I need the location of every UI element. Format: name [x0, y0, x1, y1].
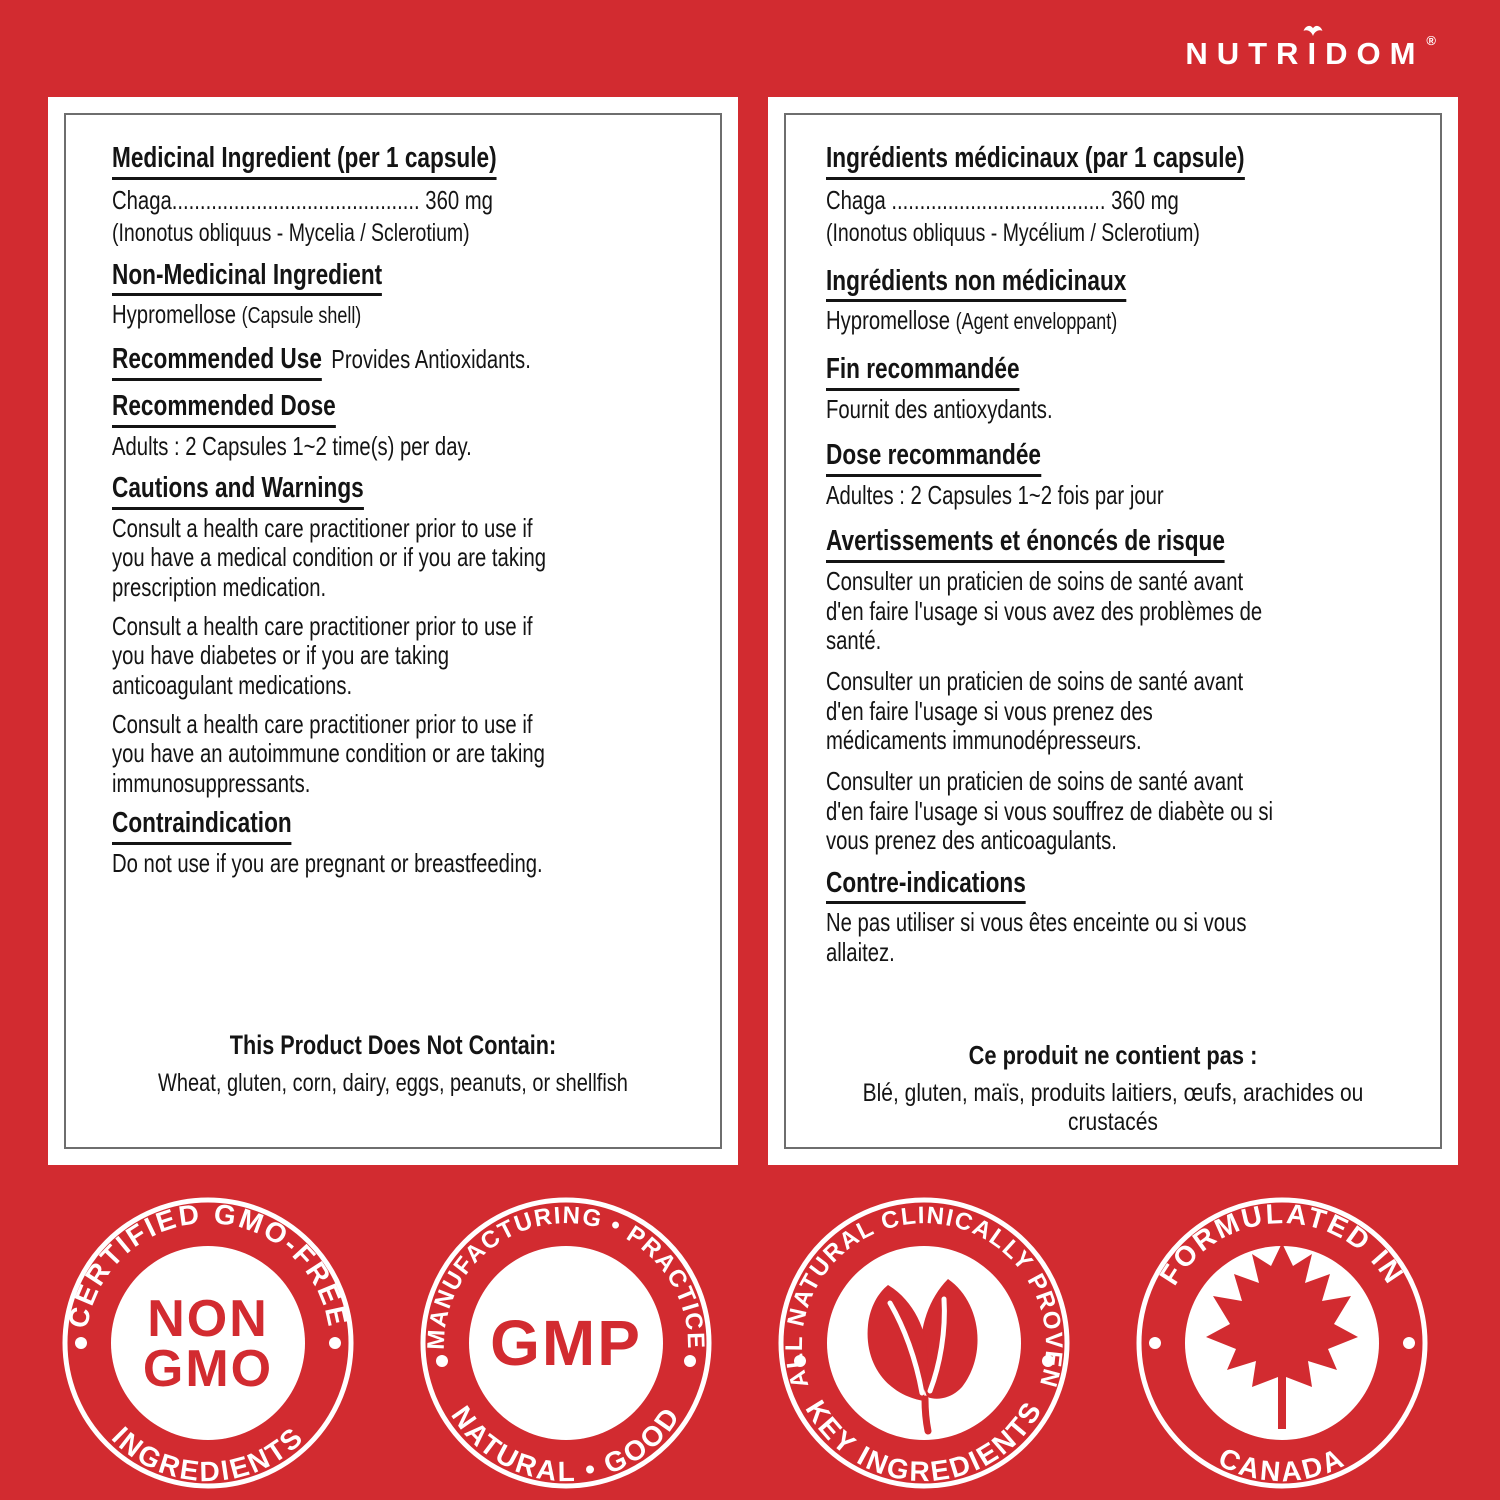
logo-letter-i: I: [1307, 36, 1325, 72]
panel-french: [768, 97, 1458, 1165]
logo-text-right: DOM: [1325, 36, 1425, 71]
badge-arc-top-text: ALL NATURAL CLINICALLY PROVEN: [780, 1201, 1068, 1392]
avertissement-paragraph-1: Consulter un praticien de soins de santé avant d'en faire l'usage si vous avez des problèmes de santé.: [826, 566, 1263, 655]
latin-name-line-fr: (Inonotus obliquus - Mycélium / Sclerotium): [826, 219, 1200, 248]
badge-dot-left: [1149, 1337, 1161, 1349]
ne-contient-pas-block: [848, 1040, 1377, 1137]
panel-english-content: [112, 143, 561, 886]
brand-logo: [1185, 33, 1436, 72]
cautions-heading-row: [112, 473, 561, 510]
avertissement-paragraph-3: Consulter un praticien de soins de santé avant d'en faire l'usage si vous souffrez de diabète ou si vous prenez des anticoagulants.: [826, 766, 1274, 856]
caution-paragraph-3: Consult a health care practitioner prior to use if you have an autoimmune condition or are taking immunosuppressants.: [112, 709, 545, 798]
contraindication-text: Do not use if you are pregnant or breastfeeding.: [112, 848, 543, 879]
contre-indications-text: Ne pas utiliser si vous êtes enceinte ou si vous allaitez.: [826, 907, 1247, 967]
medicinal-heading-row-fr: [826, 143, 1275, 180]
badge-dot-right: [684, 1355, 696, 1367]
agent-enveloppant-note: (Agent enveloppant): [955, 308, 1118, 335]
recommended-use-row: [112, 344, 561, 381]
avertissements-heading-row: [826, 526, 1275, 563]
non-medicinal-ingredient-heading: Non-Medicinal Ingredient: [112, 260, 382, 297]
badge-arc-bottom-text: KEY INGREDIENTS: [799, 1394, 1049, 1488]
chaga-amount-line-fr: Chaga ...................................... 360 mg: [826, 184, 1179, 215]
badge-formulated-in-canada: [1132, 1193, 1432, 1493]
panel-french-content: [826, 143, 1275, 975]
latin-name-line: (Inonotus obliquus - Mycelia / Sclerotium): [112, 219, 470, 248]
badge-arc-top-text: CERTIFIED GMO-FREE: [62, 1197, 354, 1331]
capsule-shell-note: (Capsule shell): [241, 302, 362, 329]
badge-center-text-line1: NON: [147, 1290, 269, 1348]
badge-non-gmo: [58, 1193, 358, 1493]
ne-contient-pas-heading: Ce produit ne contient pas :: [968, 1040, 1258, 1070]
registered-mark: ®: [1426, 33, 1436, 48]
fin-recommandee-heading: Fin recommandée: [826, 354, 1020, 391]
recommended-dose-text: Adults : 2 Capsules 1~2 time(s) per day.: [112, 430, 472, 461]
badge-dot-right: [1403, 1337, 1415, 1349]
badge-arc-top-text: MANUFACTURING • PRACTICE: [422, 1201, 710, 1351]
hypromellose-text: Hypromellose: [112, 299, 236, 330]
does-not-contain-block: [141, 1030, 645, 1098]
dose-recommandee-heading: Dose recommandée: [826, 440, 1041, 477]
caution-paragraph-1: Consult a health care practitioner prior to use if you have a medical condition or if you are taking prescription medication.: [112, 512, 547, 602]
certification-badges-row: [58, 1193, 1432, 1493]
badge-arc-bottom-text: NATURAL • GOOD: [445, 1400, 687, 1488]
does-not-contain-heading: This Product Does Not Contain:: [229, 1030, 557, 1060]
contraindication-heading-row: [112, 808, 561, 845]
sprout-icon: [1302, 24, 1324, 36]
contre-indications-heading: Contre-indications: [826, 868, 1026, 905]
nonmedicinal-heading-row: [112, 260, 561, 297]
medicinal-heading-row: [112, 143, 561, 180]
dose-recommandee-text: Adultes : 2 Capsules 1~2 fois par jour: [826, 479, 1164, 510]
dose-recommandee-heading-row: [826, 440, 1275, 477]
avertissements-heading: Avertissements et énoncés de risque: [826, 526, 1225, 563]
hypromellose-text-fr: Hypromellose: [826, 305, 950, 336]
ingredients-medicinaux-heading: Ingrédients médicinaux (par 1 capsule): [826, 143, 1245, 180]
hypromellose-line: [112, 300, 561, 329]
fin-recommandee-heading-row: [826, 354, 1275, 391]
medicinal-ingredient-heading: Medicinal Ingredient (per 1 capsule): [112, 143, 497, 180]
recommended-use-text: Provides Antioxidants.: [331, 343, 531, 374]
caution-paragraph-2: Consult a health care practitioner prior to use if you have diabetes or if you are taking anticoagulant medications.: [112, 610, 533, 700]
ingredients-non-medicinaux-heading: Ingrédients non médicinaux: [826, 266, 1126, 303]
contre-indications-heading-row: [826, 868, 1275, 905]
does-not-contain-list: Wheat, gluten, corn, dairy, eggs, peanuts, or shellfish: [158, 1069, 628, 1097]
badge-dot-left: [75, 1337, 87, 1349]
ne-contient-pas-list: Blé, gluten, maïs, produits laitiers, œufs, arachides ou crustacés: [862, 1079, 1364, 1136]
badge-center-text-line2: GMO: [142, 1340, 274, 1398]
logo-text-left: NUTR: [1185, 36, 1308, 71]
hypromellose-line-fr: [826, 306, 1275, 335]
badge-dot-left: [436, 1355, 448, 1367]
recommended-dose-heading-row: [112, 391, 561, 428]
cautions-warnings-heading: Cautions and Warnings: [112, 473, 364, 510]
badge-center-text: GMP: [490, 1307, 642, 1379]
panel-english: [48, 97, 738, 1165]
badge-clinically-proven: [774, 1193, 1074, 1493]
chaga-amount-line: Chaga............................................ 360 mg: [112, 184, 493, 215]
badge-gmp: [416, 1193, 716, 1493]
recommended-dose-heading: Recommended Dose: [112, 391, 336, 428]
badge-arc-top-text: FORMULATED IN: [1153, 1197, 1411, 1291]
nonmedicinal-heading-row-fr: [826, 266, 1275, 303]
contraindication-heading: Contraindication: [112, 808, 292, 845]
badge-dot-right: [329, 1337, 341, 1349]
badge-arc-bottom-text: INGREDIENTS: [106, 1420, 310, 1488]
avertissement-paragraph-2: Consulter un praticien de soins de santé avant d'en faire l'usage si vous prenez des médicaments immunodépresseurs.: [826, 666, 1244, 756]
badge-arc-bottom-text: CANADA: [1214, 1441, 1350, 1488]
fin-recommandee-text: Fournit des antioxydants.: [826, 393, 1053, 424]
recommended-use-heading: Recommended Use: [112, 344, 322, 381]
